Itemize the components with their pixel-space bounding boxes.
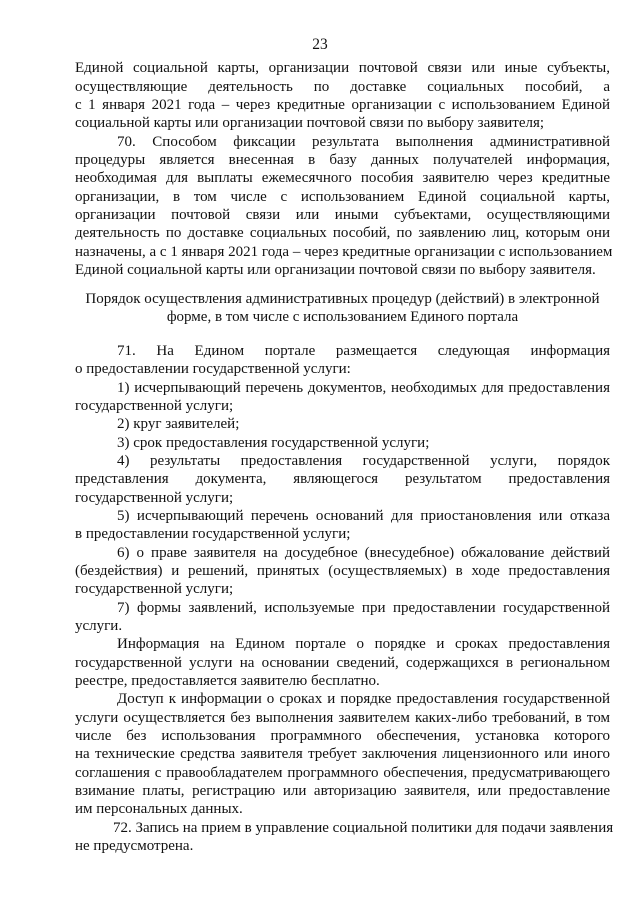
text-line: Единой социальной карты или организации почтовой связи по выбору заявителя.: [75, 262, 596, 278]
section-heading: форме, в том числе с использованием Единого портала: [166, 309, 519, 325]
list-item: 2) круг заявителей;: [117, 416, 240, 432]
section-heading: Порядок осуществления административных процедур (действий) в электронной: [85, 291, 600, 307]
text-line: не предусмотрена.: [75, 838, 194, 854]
text-line: организации почтовой связи или иными субъектами, осуществляющими: [75, 207, 610, 223]
text-line: реестре, предоставляется заявителю бесплатно.: [75, 673, 380, 689]
text-line: государственной услуги;: [75, 398, 234, 414]
text-line: государственной услуги на основании сведений, содержащихся в региональном: [75, 655, 610, 671]
paragraph-first-line: Информация на Едином портале о порядке и сроках предоставления: [117, 636, 610, 652]
text-line: назначены, а с 1 января 2021 года – через кредитные организации с использованием: [75, 244, 613, 260]
list-item: 6) о праве заявителя на досудебное (внесудебное) обжалование действий: [117, 545, 610, 561]
text-line: осуществляющие деятельность по доставке социальных пособий, а: [75, 79, 610, 95]
text-line: Единой социальной карты, организации почтовой связи или иные субъекты,: [75, 60, 610, 76]
page-number: 23: [312, 36, 328, 53]
text-line: деятельность по доставке социальных пособий, по заявлению лиц, которым они: [75, 225, 610, 241]
list-item: 3) срок предоставления государственной услуги;: [117, 435, 430, 451]
paragraph-70-first-line: 70. Способом фиксации результата выполнения административной: [117, 134, 610, 150]
list-item: 1) исчерпывающий перечень документов, необходимых для предоставления: [117, 380, 610, 396]
paragraph-71-first-line: 71. На Едином портале размещается следующая информация: [117, 343, 610, 359]
text-line: в предоставлении государственной услуги;: [75, 526, 351, 542]
list-item: 5) исчерпывающий перечень оснований для приостановления или отказа: [117, 508, 610, 524]
text-line: с 1 января 2021 года – через кредитные организации с использованием Единой: [75, 97, 610, 113]
text-line: о предоставлении государственной услуги:: [75, 361, 351, 377]
text-line: государственной услуги;: [75, 581, 234, 597]
text-line: процедуры является внесенная в базу данных получателей информация,: [75, 152, 610, 168]
text-line: (бездействия) и решений, принятых (осуществляемых) в ходе предоставления: [75, 563, 610, 579]
text-line: услуги осуществляется без выполнения заявителем каких-либо требований, в том: [75, 710, 610, 726]
text-line: представления документа, являющегося результатом предоставления: [75, 471, 610, 487]
text-line: на технические средства заявителя требует заключения лицензионного или иного: [75, 746, 610, 762]
text-line: услуги.: [75, 618, 123, 634]
paragraph-first-line: Доступ к информации о сроках и порядке предоставления государственной: [117, 691, 610, 707]
text-line: числе без использования программного обеспечения, установка которого: [75, 728, 610, 744]
text-line: государственной услуги;: [75, 490, 234, 506]
list-item: 4) результаты предоставления государственной услуги, порядок: [117, 453, 610, 469]
text-line: социальной карты или организации почтовой связи по выбору заявителя;: [75, 115, 545, 131]
paragraph-72-first-line: 72. Запись на прием в управление социальной политики для подачи заявления: [113, 820, 614, 836]
text-line: им персональных данных.: [75, 801, 243, 817]
list-item: 7) формы заявлений, используемые при предоставлении государственной: [117, 600, 610, 616]
text-line: соглашения с правообладателем программного обеспечения, предусматривающего: [75, 765, 610, 781]
text-line: организации, в том числе с использованием Единой социальной карты,: [75, 189, 610, 205]
text-line: взимание платы, регистрацию или авторизацию заявителя, или предоставление: [75, 783, 610, 799]
text-line: необходимая для выплаты ежемесячного пособия заявителю через кредитные: [75, 170, 610, 186]
